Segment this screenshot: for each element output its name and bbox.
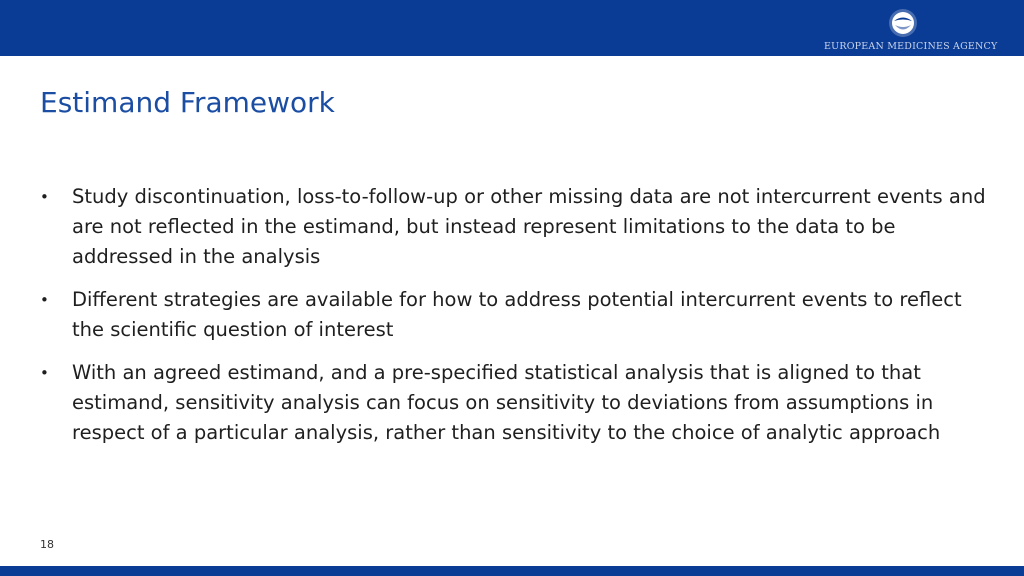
bullet-list xyxy=(40,182,990,461)
ema-emblem-icon xyxy=(888,8,918,38)
bullet-item xyxy=(40,182,990,272)
bullet-marker: • xyxy=(40,291,49,309)
ema-logo xyxy=(824,8,998,54)
bullet-marker: • xyxy=(40,364,49,382)
bullet-item xyxy=(40,285,990,345)
bullet-item xyxy=(40,358,990,448)
logo-text: EUROPEAN MEDICINES AGENCY xyxy=(824,41,998,52)
slide-title: Estimand Framework xyxy=(40,86,335,119)
footer-bar xyxy=(0,566,1024,576)
header-bar xyxy=(0,0,1024,56)
bullet-text: With an agreed estimand, and a pre-specified statistical analysis that is aligned to that estimand, sensitivity analysis can focus on sensitivity to deviations from assumptions in respect of a particular analysis, rather than sensitivity to the choice of analytic approach xyxy=(72,361,941,444)
bullet-text: Different strategies are available for how to address potential intercurrent events to reflect the scientific question of interest xyxy=(72,288,962,341)
bullet-text: Study discontinuation, loss-to-follow-up or other missing data are not intercurrent events and are not reflected in the estimand, but instead represent limitations to the data to be addressed in the analysis xyxy=(72,185,986,268)
page-number: 18 xyxy=(40,538,54,551)
bullet-marker: • xyxy=(40,188,49,206)
